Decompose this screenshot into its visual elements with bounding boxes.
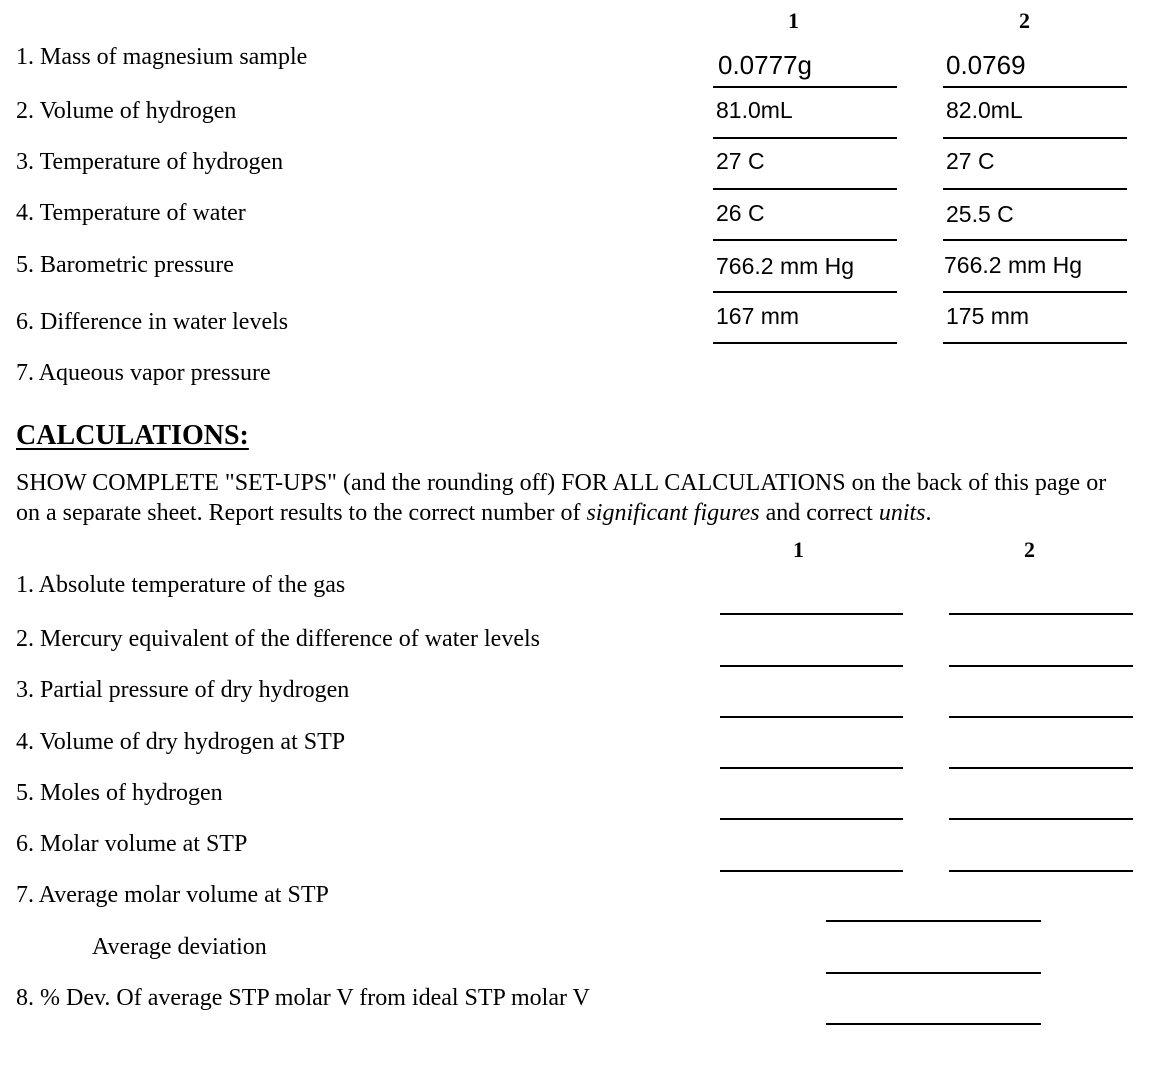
data-row-label-water-levels: 6. Difference in water levels bbox=[16, 309, 289, 335]
answer-line-mercury-equivalent-trial2[interactable] bbox=[949, 665, 1133, 667]
data-row-label-vapor-pressure: 7. Aqueous vapor pressure bbox=[16, 360, 271, 386]
value-mass-trial2[interactable]: 0.0769 bbox=[946, 50, 1026, 80]
answer-line-partial-pressure-trial2[interactable] bbox=[949, 716, 1133, 718]
value-temp-hydrogen-trial1[interactable]: 27 C bbox=[716, 148, 765, 174]
data-column-header-2: 2 bbox=[1019, 8, 1030, 33]
value-temp-water-trial2[interactable]: 25.5 C bbox=[946, 201, 1014, 227]
calc-row-label-molar-volume: 6. Molar volume at STP bbox=[16, 831, 248, 857]
value-temp-hydrogen-trial2[interactable]: 27 C bbox=[946, 148, 995, 174]
instruction-italic-units: units bbox=[878, 500, 926, 526]
answer-line-barometric-trial1 bbox=[713, 291, 897, 293]
instruction-text-2: and correct bbox=[759, 500, 879, 526]
calc-row-label-average-molar-volume: 7. Average molar volume at STP bbox=[16, 882, 329, 908]
value-water-levels-trial2[interactable]: 175 mm bbox=[946, 303, 1030, 329]
calc-row-label-partial-pressure: 3. Partial pressure of dry hydrogen bbox=[16, 677, 350, 703]
calculations-instructions bbox=[16, 468, 1116, 528]
instruction-text-1: SHOW COMPLETE "SET-UPS" (and the rounding off) FOR ALL CALCULATIONS on the back of this page or on a separate sheet. Report results to the correct number of bbox=[16, 470, 1107, 526]
answer-line-moles-trial2[interactable] bbox=[949, 818, 1133, 820]
answer-line-water-levels-trial1 bbox=[713, 342, 897, 344]
answer-line-moles-trial1[interactable] bbox=[720, 818, 903, 820]
answer-line-molar-volume-trial2[interactable] bbox=[949, 870, 1133, 872]
answer-line-temp-hydrogen-trial2 bbox=[943, 188, 1127, 190]
value-temp-water-trial1[interactable]: 26 C bbox=[716, 200, 765, 226]
value-barometric-trial1[interactable]: 766.2 mm Hg bbox=[716, 253, 855, 279]
value-barometric-trial2[interactable]: 766.2 mm Hg bbox=[944, 252, 1083, 278]
calc-row-label-percent-deviation: 8. % Dev. Of average STP molar V from ideal STP molar V bbox=[16, 985, 590, 1011]
answer-line-temp-hydrogen-trial1 bbox=[713, 188, 897, 190]
answer-line-absolute-temp-trial1[interactable] bbox=[720, 613, 903, 615]
answer-line-barometric-trial2 bbox=[943, 291, 1127, 293]
data-row-label-temp-hydrogen: 3. Temperature of hydrogen bbox=[16, 149, 284, 175]
answer-line-molar-volume-trial1[interactable] bbox=[720, 870, 903, 872]
answer-line-volume-stp-trial2[interactable] bbox=[949, 767, 1133, 769]
answer-line-volume-trial1 bbox=[713, 137, 897, 139]
answer-line-partial-pressure-trial1[interactable] bbox=[720, 716, 903, 718]
answer-line-volume-stp-trial1[interactable] bbox=[720, 767, 903, 769]
answer-line-absolute-temp-trial2[interactable] bbox=[949, 613, 1133, 615]
value-volume-trial2[interactable]: 82.0mL bbox=[946, 97, 1023, 123]
data-row-label-barometric: 5. Barometric pressure bbox=[16, 252, 234, 278]
value-volume-trial1[interactable]: 81.0mL bbox=[716, 97, 793, 123]
data-column-header-1: 1 bbox=[788, 8, 799, 33]
calc-row-label-absolute-temp: 1. Absolute temperature of the gas bbox=[16, 572, 346, 598]
instruction-text-3: . bbox=[925, 500, 932, 526]
value-mass-trial1[interactable]: 0.0777g bbox=[718, 50, 812, 80]
data-row-label-mass: 1. Mass of magnesium sample bbox=[16, 44, 308, 70]
calc-column-header-2: 2 bbox=[1024, 537, 1035, 562]
calculations-heading: CALCULATIONS: bbox=[16, 420, 249, 451]
answer-line-average-deviation[interactable] bbox=[826, 972, 1041, 974]
calc-row-label-moles: 5. Moles of hydrogen bbox=[16, 780, 223, 806]
answer-line-mass-trial1 bbox=[713, 86, 897, 88]
instruction-italic-significant-figures: significant figures bbox=[586, 500, 760, 526]
answer-line-mass-trial2 bbox=[943, 86, 1127, 88]
answer-line-water-levels-trial2 bbox=[943, 342, 1127, 344]
calc-row-label-volume-stp: 4. Volume of dry hydrogen at STP bbox=[16, 729, 346, 755]
answer-line-temp-water-trial2 bbox=[943, 239, 1127, 241]
answer-line-average-molar-volume[interactable] bbox=[826, 920, 1041, 922]
answer-line-temp-water-trial1 bbox=[713, 239, 897, 241]
calc-column-header-1: 1 bbox=[793, 537, 804, 562]
calc-row-label-average-deviation: Average deviation bbox=[92, 934, 267, 960]
value-water-levels-trial1[interactable]: 167 mm bbox=[716, 303, 800, 329]
data-row-label-temp-water: 4. Temperature of water bbox=[16, 200, 246, 226]
answer-line-volume-trial2 bbox=[943, 137, 1127, 139]
calc-row-label-mercury-equivalent: 2. Mercury equivalent of the difference of water levels bbox=[16, 626, 540, 652]
data-row-label-volume: 2. Volume of hydrogen bbox=[16, 98, 237, 124]
answer-line-percent-deviation[interactable] bbox=[826, 1023, 1041, 1025]
answer-line-mercury-equivalent-trial1[interactable] bbox=[720, 665, 903, 667]
